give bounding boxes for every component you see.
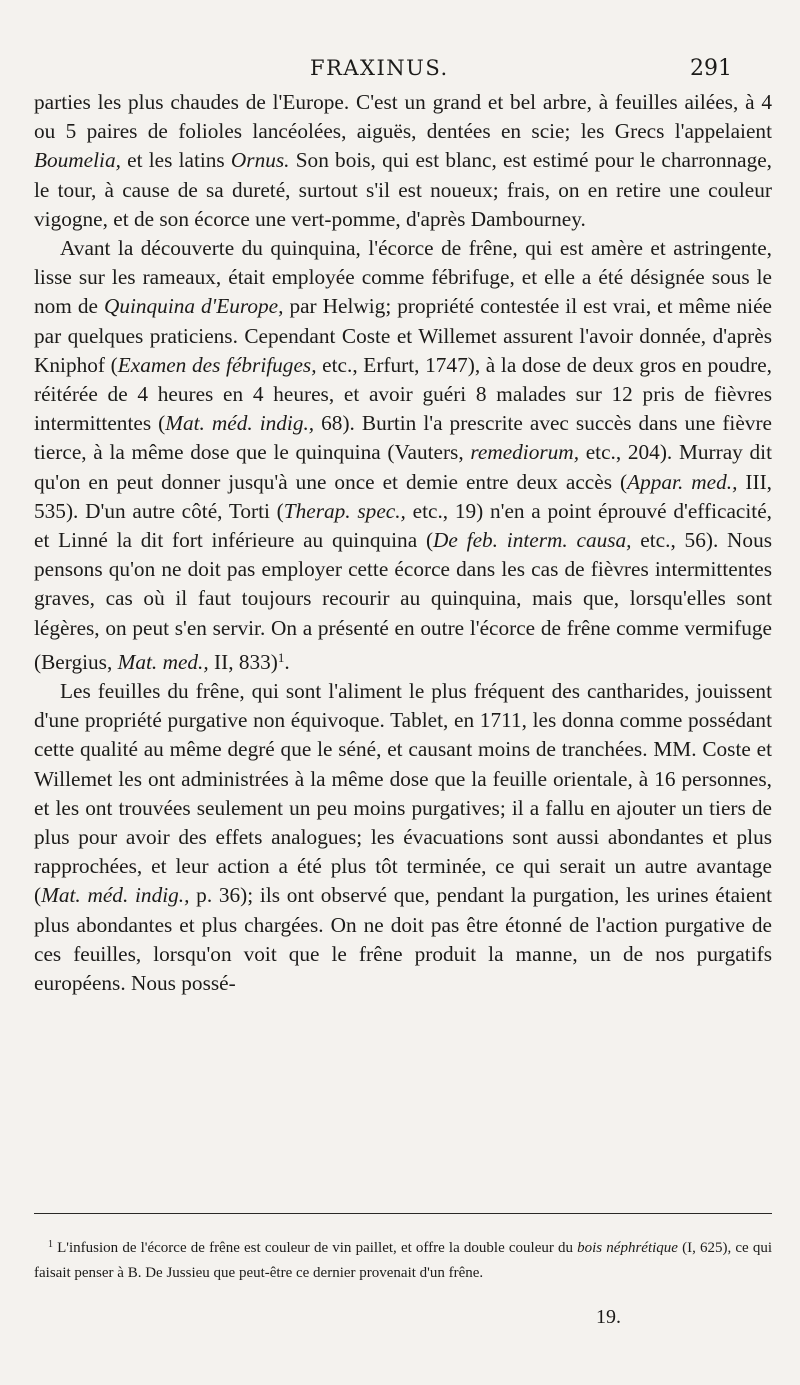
italic-run: Mat. méd. indig., <box>41 883 190 908</box>
paragraph-1 <box>34 88 772 234</box>
text-run: et les latins <box>120 148 231 173</box>
text-run: . <box>284 649 290 674</box>
text-run: etc., 56). Nous pensons qu'on ne doit pas employer cette écorce dans les cas de fièvres intermittentes graves, cas où il faut toujours recourir au quinquina, mais que, lorsqu'elles sont légères, on peut s'en servir. On a présenté en outre l'écorce de frêne comme vermifuge (Bergius, <box>34 528 773 674</box>
text-run: (I, 625), ce qui faisait penser à B. De Jussieu que peut-être ce dernier provenait d'un frêne. <box>34 1240 772 1281</box>
running-title: FRAXINUS. <box>310 56 449 80</box>
italic-run: Quinquina d'Europe, <box>103 294 284 319</box>
footnote-divider <box>34 1213 772 1214</box>
text-run: etc., Erfurt, 1747), à la dose de deux gros en poudre, réitérée de 4 heures en 4 heures, et avoir guéri 8 malades sur 12 pris de fièvres intermittentes ( <box>34 352 772 436</box>
footnote <box>34 1232 772 1286</box>
text-run: Son bois, qui est blanc, est estimé pour le charronnage, le tour, à cause de sa dureté, surtout s'il est noueux; frais, on en retire une couleur vigogne, et de son écorce une vert-pomme, d'après Dambourney. <box>34 148 772 231</box>
text-run: p. 36); ils ont observé que, pendant la purgation, les urines étaient plus abondantes et plus chargées. On ne doit pas être étonné de l'action purgative de ces feuilles, lorsqu'on voit que le frêne produit la manne, un de nos purgatifs européens. Nous possé- <box>34 883 772 996</box>
paragraph-2 <box>34 234 772 677</box>
text-run: par Helwig; propriété contestée il est vrai, et même niée par quelques praticiens. Cependant Coste et Willemet assurent l'avoir donnée, d'après Kniphof ( <box>34 294 772 377</box>
italic-run: Ornus. <box>230 148 290 173</box>
italic-run: Mat. med., <box>117 649 209 674</box>
paragraph-3 <box>34 677 772 998</box>
footnote-marker: 1 <box>48 1239 53 1250</box>
text-run: Avant la découverte du quinquina, l'écorce de frêne, qui est amère et astringente, lisse sur les rameaux, était employée comme fébrifuge, et elle a été désignée sous le nom de <box>34 236 772 319</box>
italic-run: De feb. interm. causa, <box>433 528 632 553</box>
body-text <box>34 88 772 998</box>
italic-run: Examen des fébrifuges, <box>117 352 317 377</box>
text-run: Les feuilles du frêne, qui sont l'aliment le plus fréquent des cantharides, jouissent d'une propriété purgative non équivoque. Tablet, en 1711, les donna comme possédant cette qualité au même degré que le séné, et causant moins de tranchées. MM. Coste et Willemet les ont administrées à la même dose que la feuille orientale, à 16 personnes, et les ont trouvées seulement un peu moins purgatives; il a fallu en ajouter un tiers de plus pour avoir des effets analogues; les évacuations sont aussi abondantes et plus rapprochées, et leur action a été plus tôt terminée, ce qui serait un autre avantage ( <box>34 679 772 908</box>
text-run: etc., 19) n'en a point éprouvé d'efficacité, et Linné la dit fort inférieure au quinquina ( <box>34 498 772 553</box>
text-run: etc., 204). Murray dit qu'on en peut donner jusqu'à une once et demie entre deux accès ( <box>34 440 772 494</box>
text-run: 68). Burtin l'a prescrite avec succès dans une fièvre tierce, à la même dose que le quinquina (Vauters, <box>34 411 772 465</box>
text-run: III, 535). D'un autre côté, Torti ( <box>34 469 772 523</box>
italic-run: Therap. spec., <box>283 498 406 523</box>
text-run: II, 833) <box>208 649 278 674</box>
italic-run: remediorum, <box>470 440 580 465</box>
footnote-ref: 1 <box>277 649 285 665</box>
running-head <box>0 52 800 86</box>
italic-run: Mat. méd. indig., <box>165 411 315 436</box>
italic-run: Boumelia, <box>34 148 121 173</box>
italic-run: bois néphrétique <box>577 1240 678 1256</box>
page-number: 291 <box>690 56 732 81</box>
signature-mark: 19. <box>596 1306 621 1328</box>
italic-run: Appar. med., <box>627 469 738 494</box>
text-run: parties les plus chaudes de l'Europe. C'est un grand et bel arbre, à feuilles ailées, à 4 ou 5 paires de folioles lancéolées, aiguës, dentées en scie; les Grecs l'appelaient <box>34 90 772 144</box>
text-run: L'infusion de l'écorce de frêne est couleur de vin paillet, et offre la double couleur du <box>53 1240 578 1256</box>
